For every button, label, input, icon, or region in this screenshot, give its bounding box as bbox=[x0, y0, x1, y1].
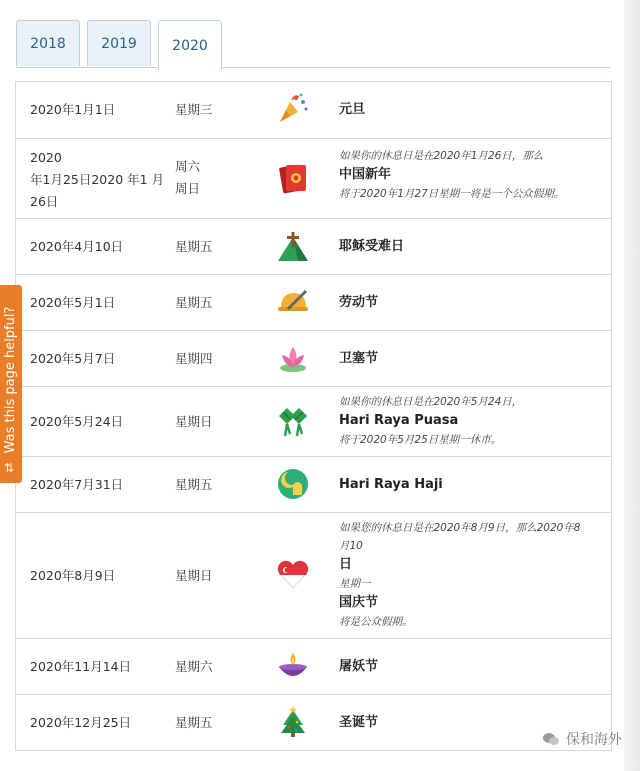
tab-2019[interactable]: 2019 bbox=[87, 20, 151, 66]
holiday-date: 2020年11月14日 bbox=[30, 659, 132, 674]
holiday-weekday: 星期五 bbox=[175, 477, 213, 492]
table-row bbox=[16, 694, 611, 750]
tab-divider bbox=[16, 67, 610, 68]
holiday-date: 2020年12月25日 bbox=[30, 715, 132, 730]
holiday-note: 将于2020年5月25日星期一休市。 bbox=[339, 434, 502, 446]
holiday-date: 2020年5月1日 bbox=[30, 295, 116, 310]
feedback-tab[interactable] bbox=[0, 285, 22, 483]
holiday-weekday bbox=[175, 156, 200, 200]
holiday-name: 国庆节 bbox=[339, 595, 379, 610]
tab-2018[interactable]: 2018 bbox=[16, 20, 80, 66]
holiday-name: 中国新年 bbox=[339, 167, 392, 182]
holiday-date-line: 2020 bbox=[30, 150, 62, 165]
holiday-note: 如果您的休息日是在2020年8月9日，那么2020年8 bbox=[339, 522, 581, 534]
holiday-note: 如果你的休息日是在2020年5月24日， bbox=[339, 396, 523, 408]
holiday-note: 月10 bbox=[339, 540, 363, 552]
holiday-note: 将是公众假期。 bbox=[339, 616, 413, 628]
holiday-date: 2020年4月10日 bbox=[30, 239, 124, 254]
holiday-weekday: 星期五 bbox=[175, 295, 213, 310]
holiday-date bbox=[30, 147, 164, 213]
table-row bbox=[16, 330, 611, 386]
christmas-tree-icon bbox=[276, 705, 310, 739]
table-row bbox=[16, 138, 611, 218]
holiday-name: 屠妖节 bbox=[339, 659, 379, 674]
singapore-heart-flag-icon bbox=[276, 557, 310, 591]
holiday-date-line: 26日 bbox=[30, 194, 59, 209]
holiday-date: 2020年5月24日 bbox=[30, 414, 124, 429]
feedback-label: Was this page helpful? bbox=[3, 306, 18, 454]
holiday-date-line: 年1月25日2020 年1 月 bbox=[30, 172, 165, 187]
cross-mountain-icon bbox=[276, 229, 310, 263]
holiday-weekday: 星期六 bbox=[175, 659, 213, 674]
holiday-detail bbox=[339, 519, 601, 631]
holiday-name-day: 日 bbox=[339, 557, 353, 572]
table-row bbox=[16, 218, 611, 274]
holiday-detail bbox=[339, 393, 601, 449]
red-envelope-icon bbox=[276, 161, 310, 195]
holiday-date: 2020年1月1日 bbox=[30, 102, 116, 117]
holiday-weekday-line: 周六 bbox=[175, 159, 201, 174]
holiday-note: 如果你的休息日是在2020年1月26日，那么 bbox=[339, 150, 544, 162]
watermark-text: 保和海外 bbox=[566, 732, 622, 748]
holiday-date: 2020年7月31日 bbox=[30, 477, 124, 492]
holiday-detail bbox=[339, 147, 601, 203]
holiday-weekday: 星期四 bbox=[175, 351, 213, 366]
tab-2020[interactable]: 2020 bbox=[158, 20, 222, 70]
holiday-name: 耶稣受难日 bbox=[339, 239, 405, 254]
table-row bbox=[16, 82, 611, 138]
mosque-crescent-icon bbox=[276, 467, 310, 501]
holiday-weekday: 星期三 bbox=[175, 102, 213, 117]
sort-arrows-icon: ⇅ bbox=[4, 461, 15, 475]
table-row bbox=[16, 386, 611, 456]
holiday-note: 星期一 bbox=[339, 578, 371, 590]
page-edge-shade bbox=[624, 0, 640, 771]
holiday-name: 劳动节 bbox=[339, 295, 379, 310]
holiday-date: 2020年8月9日 bbox=[30, 568, 116, 583]
holiday-name: Hari Raya Puasa bbox=[339, 413, 459, 428]
lotus-icon bbox=[276, 341, 310, 375]
holiday-weekday: 星期日 bbox=[175, 414, 213, 429]
holiday-name: 卫塞节 bbox=[339, 351, 379, 366]
diya-lamp-icon bbox=[276, 649, 310, 683]
table-row bbox=[16, 456, 611, 512]
holiday-weekday-line: 周日 bbox=[175, 181, 201, 196]
chat-bubbles-icon bbox=[542, 732, 560, 746]
watermark bbox=[542, 729, 622, 749]
holiday-note: 将于2020年1月27日星期一将是一个公众假期。 bbox=[339, 188, 565, 200]
holiday-name: 圣诞节 bbox=[339, 715, 379, 730]
table-row bbox=[16, 638, 611, 694]
holiday-name: 元旦 bbox=[339, 102, 366, 117]
ketupat-icon bbox=[276, 404, 310, 438]
party-popper-icon bbox=[276, 92, 310, 126]
holiday-table bbox=[15, 81, 612, 751]
holiday-name: Hari Raya Haji bbox=[339, 477, 443, 492]
table-row bbox=[16, 274, 611, 330]
holiday-weekday: 星期五 bbox=[175, 239, 213, 254]
holiday-weekday: 星期日 bbox=[175, 568, 213, 583]
holiday-date: 2020年5月7日 bbox=[30, 351, 116, 366]
table-row bbox=[16, 512, 611, 638]
hard-hat-icon bbox=[276, 285, 310, 319]
holiday-weekday: 星期五 bbox=[175, 715, 213, 730]
